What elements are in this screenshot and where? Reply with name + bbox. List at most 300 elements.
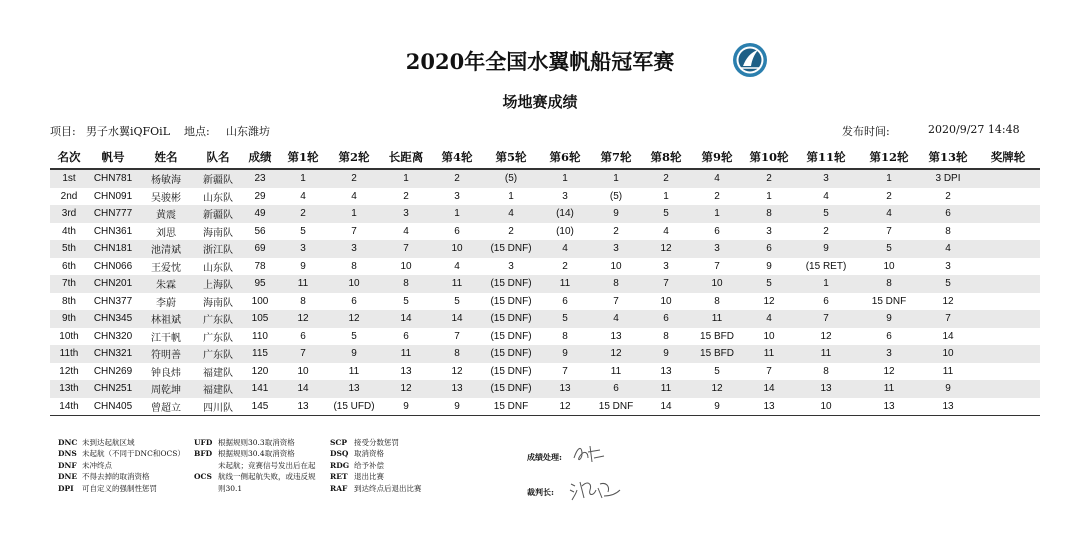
table-cell: 10 (328, 275, 380, 293)
table-cell: 110 (252, 330, 268, 342)
table-cell: 1st (50, 169, 88, 188)
table-cell: CHN377 (93, 295, 133, 307)
table-cell: 1 (328, 205, 380, 223)
table-cell (976, 275, 1040, 293)
table-cell: 13 (328, 380, 380, 398)
table-cell: 2 (823, 225, 829, 237)
column-header: 第4轮 (432, 146, 482, 169)
table-cell: 95 (242, 275, 278, 293)
table-cell: 15 DNF (871, 295, 907, 307)
column-header: 第13轮 (920, 146, 976, 169)
table-cell: CHN777 (88, 205, 138, 223)
table-cell: CHN345 (88, 310, 138, 328)
table-cell: 11th (50, 345, 88, 363)
table-cell: CHN251 (88, 380, 138, 398)
table-cell: 4 (920, 240, 976, 258)
table-cell (976, 223, 1040, 241)
table-cell: 广东队 (194, 345, 242, 363)
table-cell: 69 (242, 240, 278, 258)
table-cell: 4 (403, 225, 409, 237)
column-header: 第7轮 (590, 146, 642, 169)
table-cell (976, 345, 1040, 363)
table-cell: 14 (380, 310, 432, 328)
table-cell: 1 (766, 190, 772, 202)
table-cell: 5 (540, 310, 590, 328)
table-cell: 14 (744, 380, 794, 398)
table-cell: 6 (403, 330, 409, 342)
table-cell: 13 (400, 365, 412, 377)
column-header: 队名 (194, 146, 242, 169)
table-cell: 4 (823, 190, 829, 202)
legend-code: DNS (58, 449, 77, 459)
table-cell: 四川队 (194, 398, 242, 416)
table-cell: 120 (251, 365, 269, 377)
table-cell: 4 (540, 240, 590, 258)
table-cell: 10 (690, 275, 744, 293)
table-cell: 广东队 (203, 332, 233, 344)
table-cell: 3 (278, 240, 328, 258)
table-cell: 6 (351, 295, 357, 307)
table-cell: 12th (59, 365, 79, 377)
table-cell: 10 (432, 240, 482, 258)
table-cell: 3 (562, 190, 568, 202)
table-cell: 5 (714, 365, 720, 377)
legend-code: RAF (330, 483, 348, 493)
column-header: 成绩 (242, 146, 278, 169)
table-cell: 9 (432, 398, 482, 416)
table-cell: 山东队 (203, 192, 233, 204)
legend-text: 根据规则30.3取消资格 (218, 438, 295, 447)
table-cell: CHN361 (93, 225, 133, 237)
table-cell: 15 DNF (590, 398, 642, 416)
published-value: 2020/9/27 14:48 (928, 123, 1020, 136)
table-cell: 9 (690, 398, 744, 416)
table-cell: 8 (380, 275, 432, 293)
table-cell: 56 (254, 225, 266, 237)
legend-text: 未冲终点 (82, 460, 112, 470)
table-cell: 上海队 (194, 275, 242, 293)
table-row (50, 363, 1040, 381)
table-cell: 6 (590, 380, 642, 398)
legend-item (58, 483, 185, 494)
table-cell: 9 (380, 398, 432, 416)
table-cell: 5th (50, 240, 88, 258)
legend-code: DNC (58, 438, 78, 447)
table-cell: 7 (794, 310, 858, 328)
table-cell: 78 (254, 260, 266, 272)
chief-referee-label: 裁判长: (527, 487, 554, 497)
table-cell: 14 (942, 330, 954, 342)
table-cell: 8 (858, 275, 920, 293)
table-cell: 8 (744, 205, 794, 223)
table-cell: 13 (278, 398, 328, 416)
table-cell: 刘思 (156, 227, 176, 239)
table-cell: 8 (300, 295, 306, 307)
table-cell: 4 (590, 310, 642, 328)
table-cell: 4 (663, 225, 669, 237)
table-cell: 11 (690, 310, 744, 328)
results-processor-label: 成绩处理: (527, 452, 562, 462)
table-cell: 新疆队 (194, 205, 242, 223)
table-row (50, 345, 1040, 363)
column-header: 第2轮 (328, 146, 380, 169)
table-cell: (15 DNF) (482, 380, 540, 398)
table-cell: 2 (642, 169, 690, 188)
table-row (50, 223, 1040, 241)
table-cell: 2 (432, 169, 482, 188)
legend-item (194, 460, 316, 471)
table-cell: 3rd (50, 205, 88, 223)
table-cell: 1 (794, 275, 858, 293)
table-row (50, 205, 1040, 223)
table-cell: 2 (945, 190, 951, 202)
table-cell: 9 (540, 345, 590, 363)
table-row (50, 240, 1040, 258)
table-cell: 5 (744, 275, 794, 293)
legend-item (58, 460, 185, 471)
table-cell: 13 (858, 398, 920, 416)
table-cell: 10 (660, 295, 672, 307)
table-cell: 9th (50, 310, 88, 328)
table-cell: 13 (744, 398, 794, 416)
results-processor-signature (570, 440, 610, 466)
column-header: 第8轮 (642, 146, 690, 169)
table-cell: (15 DNF) (490, 365, 532, 377)
table-cell: 7 (642, 275, 690, 293)
table-cell: 8th (62, 295, 76, 307)
table-cell: 5 (403, 295, 409, 307)
table-cell: CHN181 (88, 240, 138, 258)
table-cell: 6 (454, 225, 460, 237)
table-cell: 100 (251, 295, 269, 307)
legend-column-2 (194, 437, 316, 494)
legend-code: SCP (330, 438, 348, 447)
table-cell: 11 (858, 380, 920, 398)
table-cell: 11 (794, 345, 858, 363)
table-cell: 9 (590, 205, 642, 223)
table-cell: 3 (858, 345, 920, 363)
table-cell: 符明善 (138, 345, 194, 363)
table-cell: 8 (590, 275, 642, 293)
table-cell: 7th (50, 275, 88, 293)
legend-code: OCS (194, 472, 212, 482)
table-cell: 11 (278, 275, 328, 293)
table-cell: 13 (432, 380, 482, 398)
table-cell: 6th (62, 260, 76, 272)
table-cell: 12 (278, 310, 328, 328)
table-cell: 8 (351, 260, 357, 272)
table-cell: CHN405 (88, 398, 138, 416)
venue-value: 山东潍坊 (226, 125, 270, 138)
table-cell: 5 (454, 295, 460, 307)
table-cell: 15 DNF (482, 398, 540, 416)
table-cell: CHN269 (93, 365, 133, 377)
table-cell: 黄震 (138, 205, 194, 223)
column-header: 长距离 (380, 146, 432, 169)
table-cell: 5 (300, 225, 306, 237)
table-cell: 福建队 (203, 367, 233, 379)
table-cell: 12 (380, 380, 432, 398)
legend-item (194, 437, 316, 448)
legend-text: 接受分数惩罚 (354, 438, 399, 447)
table-cell: 12 (540, 398, 590, 416)
table-cell: 10 (610, 260, 622, 272)
table-cell: 杨敏海 (138, 169, 194, 188)
table-cell: 江干帆 (151, 332, 181, 344)
table-cell: 浙江队 (194, 240, 242, 258)
table-cell: 王爱忱 (151, 262, 181, 274)
legend-code: DNE (58, 472, 78, 482)
legend-code: BFD (194, 449, 213, 459)
table-cell: 6 (642, 310, 690, 328)
table-cell: 4 (482, 205, 540, 223)
table-cell: 7 (278, 345, 328, 363)
table-row (50, 310, 1040, 328)
column-header: 名次 (50, 146, 88, 169)
table-cell: 2 (403, 190, 409, 202)
table-cell: 12 (328, 310, 380, 328)
legend-text: 取消资格 (354, 449, 384, 459)
table-cell (976, 328, 1040, 346)
table-cell: 11 (540, 275, 590, 293)
table-cell: 6 (562, 295, 568, 307)
table-cell: 11 (744, 345, 794, 363)
table-cell (976, 363, 1040, 381)
table-cell: 13 (540, 380, 590, 398)
table-cell: 3 (690, 240, 744, 258)
table-cell (976, 310, 1040, 328)
table-row (50, 169, 1040, 188)
table-row (50, 258, 1040, 276)
table-cell: 14 (642, 398, 690, 416)
table-cell (976, 293, 1040, 311)
legend-item (194, 483, 316, 494)
table-cell: 9 (794, 240, 858, 258)
legend-text: 给予补偿 (354, 460, 384, 470)
table-cell: 福建队 (194, 380, 242, 398)
table-cell: CHN320 (93, 330, 133, 342)
legend-code: RET (330, 472, 348, 482)
event-label: 项目: (50, 125, 76, 138)
table-cell (976, 258, 1040, 276)
column-header: 第12轮 (858, 146, 920, 169)
legend-code: DNF (58, 460, 77, 470)
table-cell: 6 (300, 330, 306, 342)
table-cell: 12 (451, 365, 463, 377)
table-cell: 海南队 (203, 297, 233, 309)
table-cell: 141 (242, 380, 278, 398)
table-cell: 3 (380, 205, 432, 223)
table-cell: 4 (690, 169, 744, 188)
table-cell: 1 (432, 205, 482, 223)
legend-item (58, 437, 185, 448)
table-cell: (14) (540, 205, 590, 223)
table-cell: CHN321 (88, 345, 138, 363)
table-cell: (10) (556, 225, 574, 237)
legend-item (330, 483, 422, 494)
table-cell: CHN201 (88, 275, 138, 293)
table-cell: (15 DNF) (490, 330, 532, 342)
table-cell: 6 (920, 205, 976, 223)
legend-text: 退出比赛 (354, 472, 384, 482)
table-cell: CHN066 (93, 260, 133, 272)
table-cell: 2nd (60, 190, 78, 202)
table-header-row (50, 146, 1040, 169)
table-cell: (15 DNF) (482, 275, 540, 293)
page-subtitle: 场地赛成绩 (502, 93, 578, 111)
table-cell: 11 (942, 365, 954, 377)
table-cell: 2 (278, 205, 328, 223)
table-cell: 9 (858, 310, 920, 328)
legend-text: 根据规则30.4取消资格 (218, 449, 295, 459)
table-cell: 3 (454, 190, 460, 202)
table-cell: 海南队 (203, 227, 233, 239)
table-cell: 5 (858, 240, 920, 258)
event-value: 男子水翼iQFOiL (86, 125, 171, 138)
table-cell: (15 DNF) (482, 345, 540, 363)
table-cell: 4 (454, 260, 460, 272)
table-cell: 5 (642, 205, 690, 223)
table-cell: 1 (380, 169, 432, 188)
table-cell: 10 (883, 260, 895, 272)
table-cell: 7 (454, 330, 460, 342)
legend-code: UFD (194, 438, 213, 447)
table-cell: 曾超立 (138, 398, 194, 416)
table-cell: 12 (763, 295, 775, 307)
table-cell: 12 (883, 365, 895, 377)
table-cell: 3 (508, 260, 514, 272)
table-cell: (5) (482, 169, 540, 188)
table-cell: 11 (348, 365, 360, 377)
table-row (50, 275, 1040, 293)
column-header: 姓名 (138, 146, 194, 169)
table-cell: 5 (351, 330, 357, 342)
table-cell: 11 (610, 365, 622, 377)
table-cell: 3 (328, 240, 380, 258)
table-cell: 115 (242, 345, 278, 363)
table-cell: 7 (886, 225, 892, 237)
legend-text: 到达终点后退出比赛 (354, 483, 422, 493)
table-cell: 周乾坤 (138, 380, 194, 398)
table-cell: 池清斌 (138, 240, 194, 258)
legend-code: DSQ (330, 449, 349, 459)
table-cell: 3 (794, 169, 858, 188)
table-cell: 11 (380, 345, 432, 363)
legend-item (330, 471, 422, 482)
table-cell: 2 (744, 169, 794, 188)
legend-code: RDG (330, 460, 350, 470)
table-cell: 8 (823, 365, 829, 377)
table-cell: 13 (610, 330, 622, 342)
published-label: 发布时间: (842, 125, 890, 138)
table-cell: 14 (278, 380, 328, 398)
table-cell: 4 (300, 190, 306, 202)
table-cell: 吴骏彬 (151, 192, 181, 204)
table-cell: CHN781 (88, 169, 138, 188)
table-cell: 3 (663, 260, 669, 272)
table-cell: 10 (794, 398, 858, 416)
table-cell: 2 (508, 225, 514, 237)
table-cell (976, 169, 1040, 188)
column-header: 第10轮 (744, 146, 794, 169)
table-cell: 2 (886, 190, 892, 202)
legend-item (330, 437, 422, 448)
table-cell (976, 380, 1040, 398)
table-cell: 12 (642, 240, 690, 258)
table-cell: 钟良炜 (151, 367, 181, 379)
legend-item (58, 471, 185, 482)
table-cell: 林祖斌 (138, 310, 194, 328)
table-cell: 8 (562, 330, 568, 342)
legend-item (330, 448, 422, 459)
table-cell: 15 BFD (700, 330, 734, 342)
table-cell: 3 (590, 240, 642, 258)
results-table (50, 146, 1040, 416)
table-cell: 1 (858, 169, 920, 188)
legend-text: 则30.1 (218, 483, 243, 493)
table-cell: 11 (642, 380, 690, 398)
table-cell: 山东队 (203, 262, 233, 274)
table-cell: 8 (432, 345, 482, 363)
table-row (50, 380, 1040, 398)
column-header: 帆号 (88, 146, 138, 169)
table-cell: 8 (945, 225, 951, 237)
table-cell: 10 (920, 345, 976, 363)
table-cell: 7 (613, 295, 619, 307)
table-cell: 4 (858, 205, 920, 223)
table-cell: 6 (823, 295, 829, 307)
table-cell: (5) (609, 190, 623, 202)
table-cell: 3 (766, 225, 772, 237)
legend-column-1 (58, 437, 185, 494)
table-cell: 105 (242, 310, 278, 328)
table-row (50, 293, 1040, 311)
table-cell: 13 (660, 365, 672, 377)
table-cell: 朱霖 (138, 275, 194, 293)
table-cell: 7 (380, 240, 432, 258)
table-cell: 李蔚 (156, 297, 176, 309)
chief-referee-signature (568, 476, 622, 504)
table-cell: 4 (744, 310, 794, 328)
table-cell: 13th (50, 380, 88, 398)
table-cell (976, 188, 1040, 206)
table-cell: 7 (562, 365, 568, 377)
table-cell: 3 DPI (920, 169, 976, 188)
table-cell: 7 (351, 225, 357, 237)
legend-text: 未起航；竞赛信号发出后在起 (218, 460, 316, 470)
table-cell: 12 (590, 345, 642, 363)
table-cell: 8 (663, 330, 669, 342)
table-cell: 29 (254, 190, 266, 202)
legend-item (194, 448, 316, 459)
table-cell: 10 (400, 260, 412, 272)
table-cell: 2 (328, 169, 380, 188)
table-cell: 9 (300, 260, 306, 272)
legend-text: 未起航（不同于DNC和OCS） (82, 449, 185, 459)
page-title: 2020年全国水翼帆船冠军赛 (405, 49, 675, 74)
legend-text: 航线一侧起航失败，或违反规 (218, 472, 316, 482)
table-cell: 12 (942, 295, 954, 307)
table-cell: 2 (714, 190, 720, 202)
table-cell: 7 (766, 365, 772, 377)
legend-text: 不得去掉的取消资格 (82, 472, 150, 482)
table-cell: 6 (886, 330, 892, 342)
table-cell: 4th (62, 225, 76, 237)
table-cell: (15 UFD) (328, 398, 380, 416)
table-row (50, 188, 1040, 206)
legend-item (330, 460, 422, 471)
table-cell: 11 (432, 275, 482, 293)
